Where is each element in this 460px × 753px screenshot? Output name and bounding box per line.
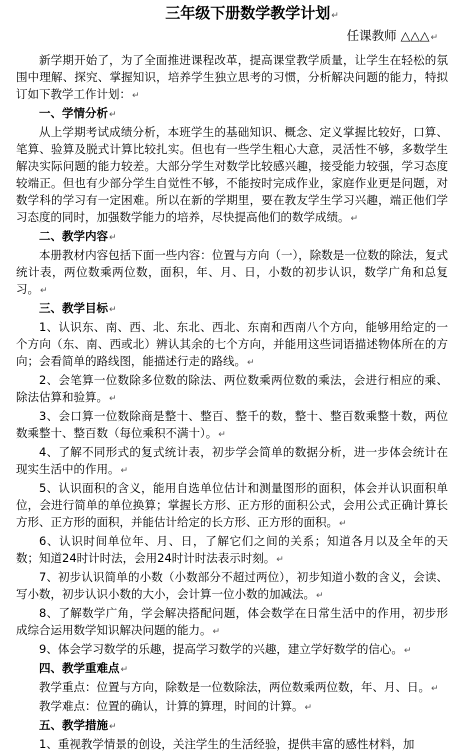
- paragraph-mark-icon: ↵: [109, 110, 117, 120]
- paragraph-mark-icon: ↵: [431, 684, 439, 694]
- paragraph-mark-icon: ↵: [339, 519, 347, 529]
- paragraph-mark-icon: ↵: [316, 591, 324, 601]
- section-heading: 四、教学重难点↵: [39, 661, 129, 675]
- paragraph: 新学期开始了，为了全面推进课程改革，提高课堂教学质量，让学生在轻松的氛围中理解、探究、掌握知识，培养学生独立思考的习惯，分析解决问题的能力，特拟订如下教学工作计划：↵: [16, 53, 448, 101]
- paragraph: 8、了解数学广角，学会解决搭配问题，体会数学在日常生活中的作用，初步形成综合运用数学知识解决问题的能力。↵: [16, 606, 448, 637]
- section-heading: 一、学情分析↵: [39, 106, 117, 120]
- paragraph: 从上学期考试成绩分析，本班学生的基础知识、概念、定义掌握比较好，口算、笔算、验算及脱式计算比较扎实。但也有一些学生粗心大意，灵活性不够，多数学生解决实际问题的能力较差。大部分学生对数学比较感兴趣，接受能力较强，学习态度较端正。但也有少部分学生自觉性不够，不能按时完成作业，家庭作业更是问题，对数学科的学习有一定困难。所以在新的学期里，要在教友学生学习兴趣，端正他们学习态度的同时，加强数学能力的培养，尽快提高他们的数学成绩。↵: [16, 125, 448, 224]
- paragraph-mark-icon: ↵: [132, 91, 140, 101]
- section-heading: 三、教学目标↵: [39, 301, 117, 315]
- paragraph: 教学难点：位置的确认，计算的算理，时间的计算。↵: [39, 699, 313, 713]
- paragraph: 2、会笔算一位数除多位数的除法、两位数乘两位数的乘法，会进行相应的乘、除法估算和验算。↵: [16, 373, 448, 404]
- paragraph-mark-icon: ↵: [109, 722, 117, 732]
- section-heading: 二、教学内容↵: [39, 229, 117, 243]
- paragraph: 5、认识面积的含义，能用自选单位估计和测量图形的面积，体会并认识面积单位，会进行简单的单位换算；掌握长方形、正方形的面积公式，会用公式正确计算长方形、正方形的面积，并能估计给定的长方形、正方形的面积。↵: [16, 481, 448, 529]
- paragraph-mark-icon: ↵: [109, 394, 117, 404]
- paragraph-mark-icon: ↵: [403, 646, 412, 656]
- paragraph-mark-icon: ↵: [247, 358, 255, 368]
- paragraph-mark-icon: ↵: [120, 665, 129, 675]
- paragraph: 1、认识东、南、西、北、东北、西北、东南和西南八个方向，能够用给定的一个方向（东、南、西或北）辨认其余的七个方向，并能用这些词语描述物体所在的方向；会看简单的路线图，能描述行走的路线。↵: [16, 320, 448, 368]
- section-heading: 五、教学措施↵: [39, 718, 117, 732]
- paragraph-mark-icon: ↵: [218, 430, 226, 440]
- paragraph: 3、会口算一位数除商是整十、整百、整千的数，整十、整百数乘整十数，两位数乘整十、整百数（每位乘积不满十）。↵: [16, 409, 448, 440]
- paragraph-mark-icon: ↵: [109, 233, 117, 243]
- paragraph: 6、认识时间单位年、月、日，了解它们之间的关系；知道各月以及全年的天数；知道24时计时法，会用24时计时法表示时刻。↵: [16, 534, 448, 565]
- document-title: 三年级下册数学教学计划↵: [165, 4, 339, 22]
- paragraph-mark-icon: ↵: [109, 305, 117, 315]
- paragraph: 7、初步认识简单的小数（小数部分不超过两位），初步知道小数的含义，会读、写小数，初步认识小数的大小，会计算一位小数的加减法。↵: [16, 570, 448, 601]
- paragraph: 本册教材内容包括下面一些内容：位置与方向（一），除数是一位数的除法，复式统计表，两位数乘两位数，面积，年、月、日，小数的初步认识，数学广角和总复习。↵: [16, 248, 448, 296]
- paragraph-mark-icon: ↵: [120, 466, 129, 476]
- paragraph-mark-icon: ↵: [212, 627, 221, 637]
- teacher-line: 任课教师 △△△↵: [346, 28, 438, 43]
- paragraph: 9、体会学习数学的乐趣，提高学习数学的兴趣，建立学好数学的信心。↵: [39, 642, 412, 656]
- paragraph-mark-icon: ↵: [331, 11, 339, 21]
- paragraph: 4、了解不同形式的复式统计表，初步学会简单的数据分析，进一步体会统计在现实生活中的作用。↵: [16, 445, 448, 476]
- paragraph-mark-icon: ↵: [276, 555, 284, 565]
- document-body: [16, 52, 448, 753]
- paragraph-mark-icon: ↵: [304, 703, 313, 713]
- paragraph-mark-icon: ↵: [430, 33, 438, 43]
- paragraph: 教学重点：位置与方向，除数是一位数除法，两位数乘两位数，年、月、日。↵: [39, 680, 439, 694]
- paragraph-mark-icon: ↵: [350, 214, 359, 224]
- paragraph-mark-icon: ↵: [40, 286, 48, 296]
- paragraph: 1、重视教学情景的创设，关注学生的生活经验，提供丰富的感性材料，加: [39, 737, 415, 751]
